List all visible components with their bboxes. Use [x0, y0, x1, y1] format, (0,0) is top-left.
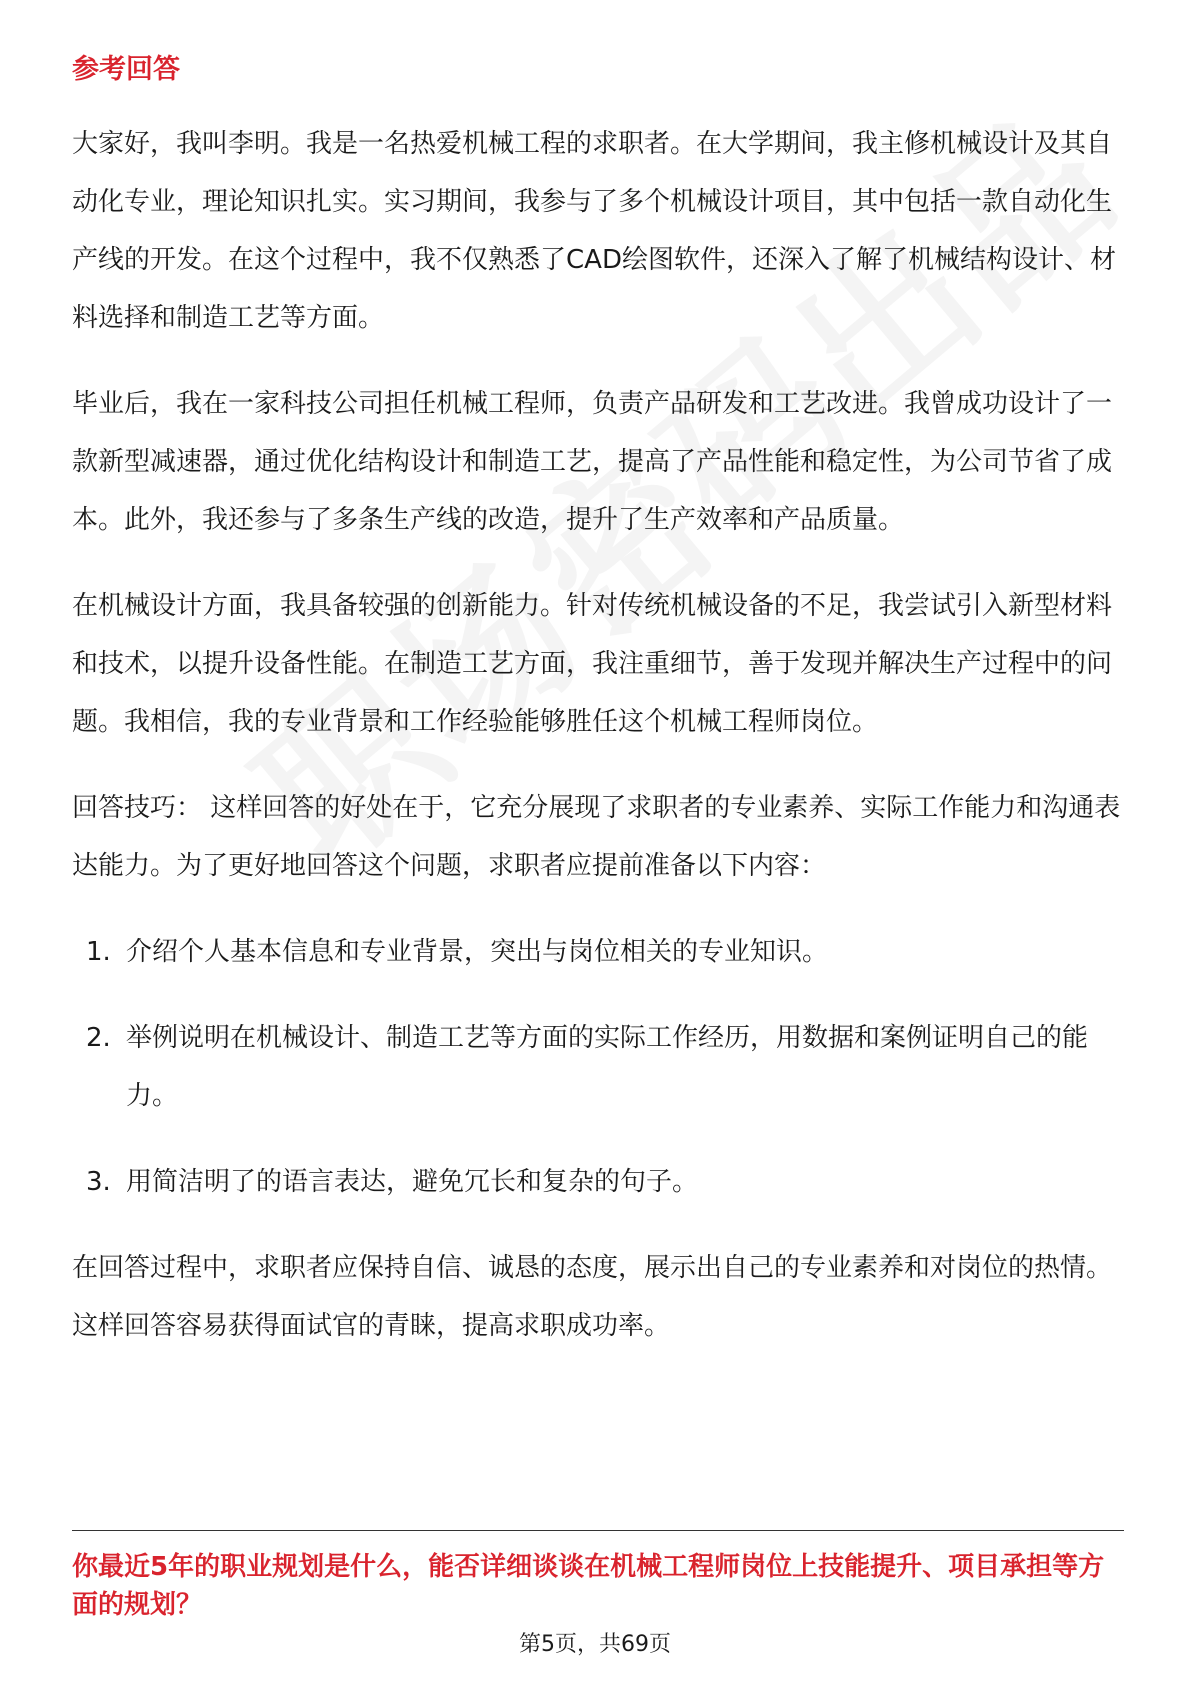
paragraph-tips-intro: 回答技巧： 这样回答的好处在于，它充分展现了求职者的专业素养、实际工作能力和沟通表达能力。为了更好地回答这个问题，求职者应提前准备以下内容： [72, 793, 1121, 881]
tips-list [72, 923, 1122, 1211]
list-item [72, 1153, 1122, 1211]
list-item-text: 举例说明在机械设计、制造工艺等方面的实际工作经历，用数据和案例证明自己的能力。 [126, 1023, 1089, 1111]
page-number: 第5页，共69页 [519, 1632, 671, 1657]
list-item-number: 3. [86, 1167, 111, 1197]
list-item-text: 介绍个人基本信息和专业背景，突出与岗位相关的专业知识。 [126, 937, 829, 967]
divider [72, 1530, 1124, 1531]
paragraph-skills: 在机械设计方面，我具备较强的创新能力。针对传统机械设备的不足，我尝试引入新型材料和技术，以提升设备性能。在制造工艺方面，我注重细节，善于发现并解决生产过程中的问题。我相信，我的专业背景和工作经验能够胜任这个机械工程师岗位。 [72, 591, 1113, 737]
list-item [72, 1009, 1122, 1125]
list-item-text: 用简洁明了的语言表达，避免冗长和复杂的句子。 [126, 1167, 699, 1197]
list-item-number: 1. [86, 937, 111, 967]
section-title: 参考回答 [72, 54, 180, 85]
next-question-heading: 你最近5年的职业规划是什么，能否详细谈谈在机械工程师岗位上技能提升、项目承担等方面的规划？ [72, 1552, 1105, 1620]
paragraph-closing: 在回答过程中，求职者应保持自信、诚恳的态度，展示出自己的专业素养和对岗位的热情。这样回答容易获得面试官的青睐，提高求职成功率。 [72, 1253, 1113, 1341]
paragraph-experience: 毕业后，我在一家科技公司担任机械工程师，负责产品研发和工艺改进。我曾成功设计了一款新型减速器，通过优化结构设计和制造工艺，提高了产品性能和稳定性，为公司节省了成本。此外，我还参与了多条生产线的改造，提升了生产效率和产品质量。 [72, 389, 1113, 535]
list-item-number: 2. [86, 1023, 111, 1053]
paragraph-intro: 大家好，我叫李明。我是一名热爱机械工程的求职者。在大学期间，我主修机械设计及其自动化专业，理论知识扎实。实习期间，我参与了多个机械设计项目，其中包括一款自动化生产线的开发。在这个过程中，我不仅熟悉了CAD绘图软件，还深入了解了机械结构设计、材料选择和制造工艺等方面。 [72, 129, 1116, 333]
answer-body [72, 115, 1122, 1383]
list-item [72, 923, 1122, 981]
